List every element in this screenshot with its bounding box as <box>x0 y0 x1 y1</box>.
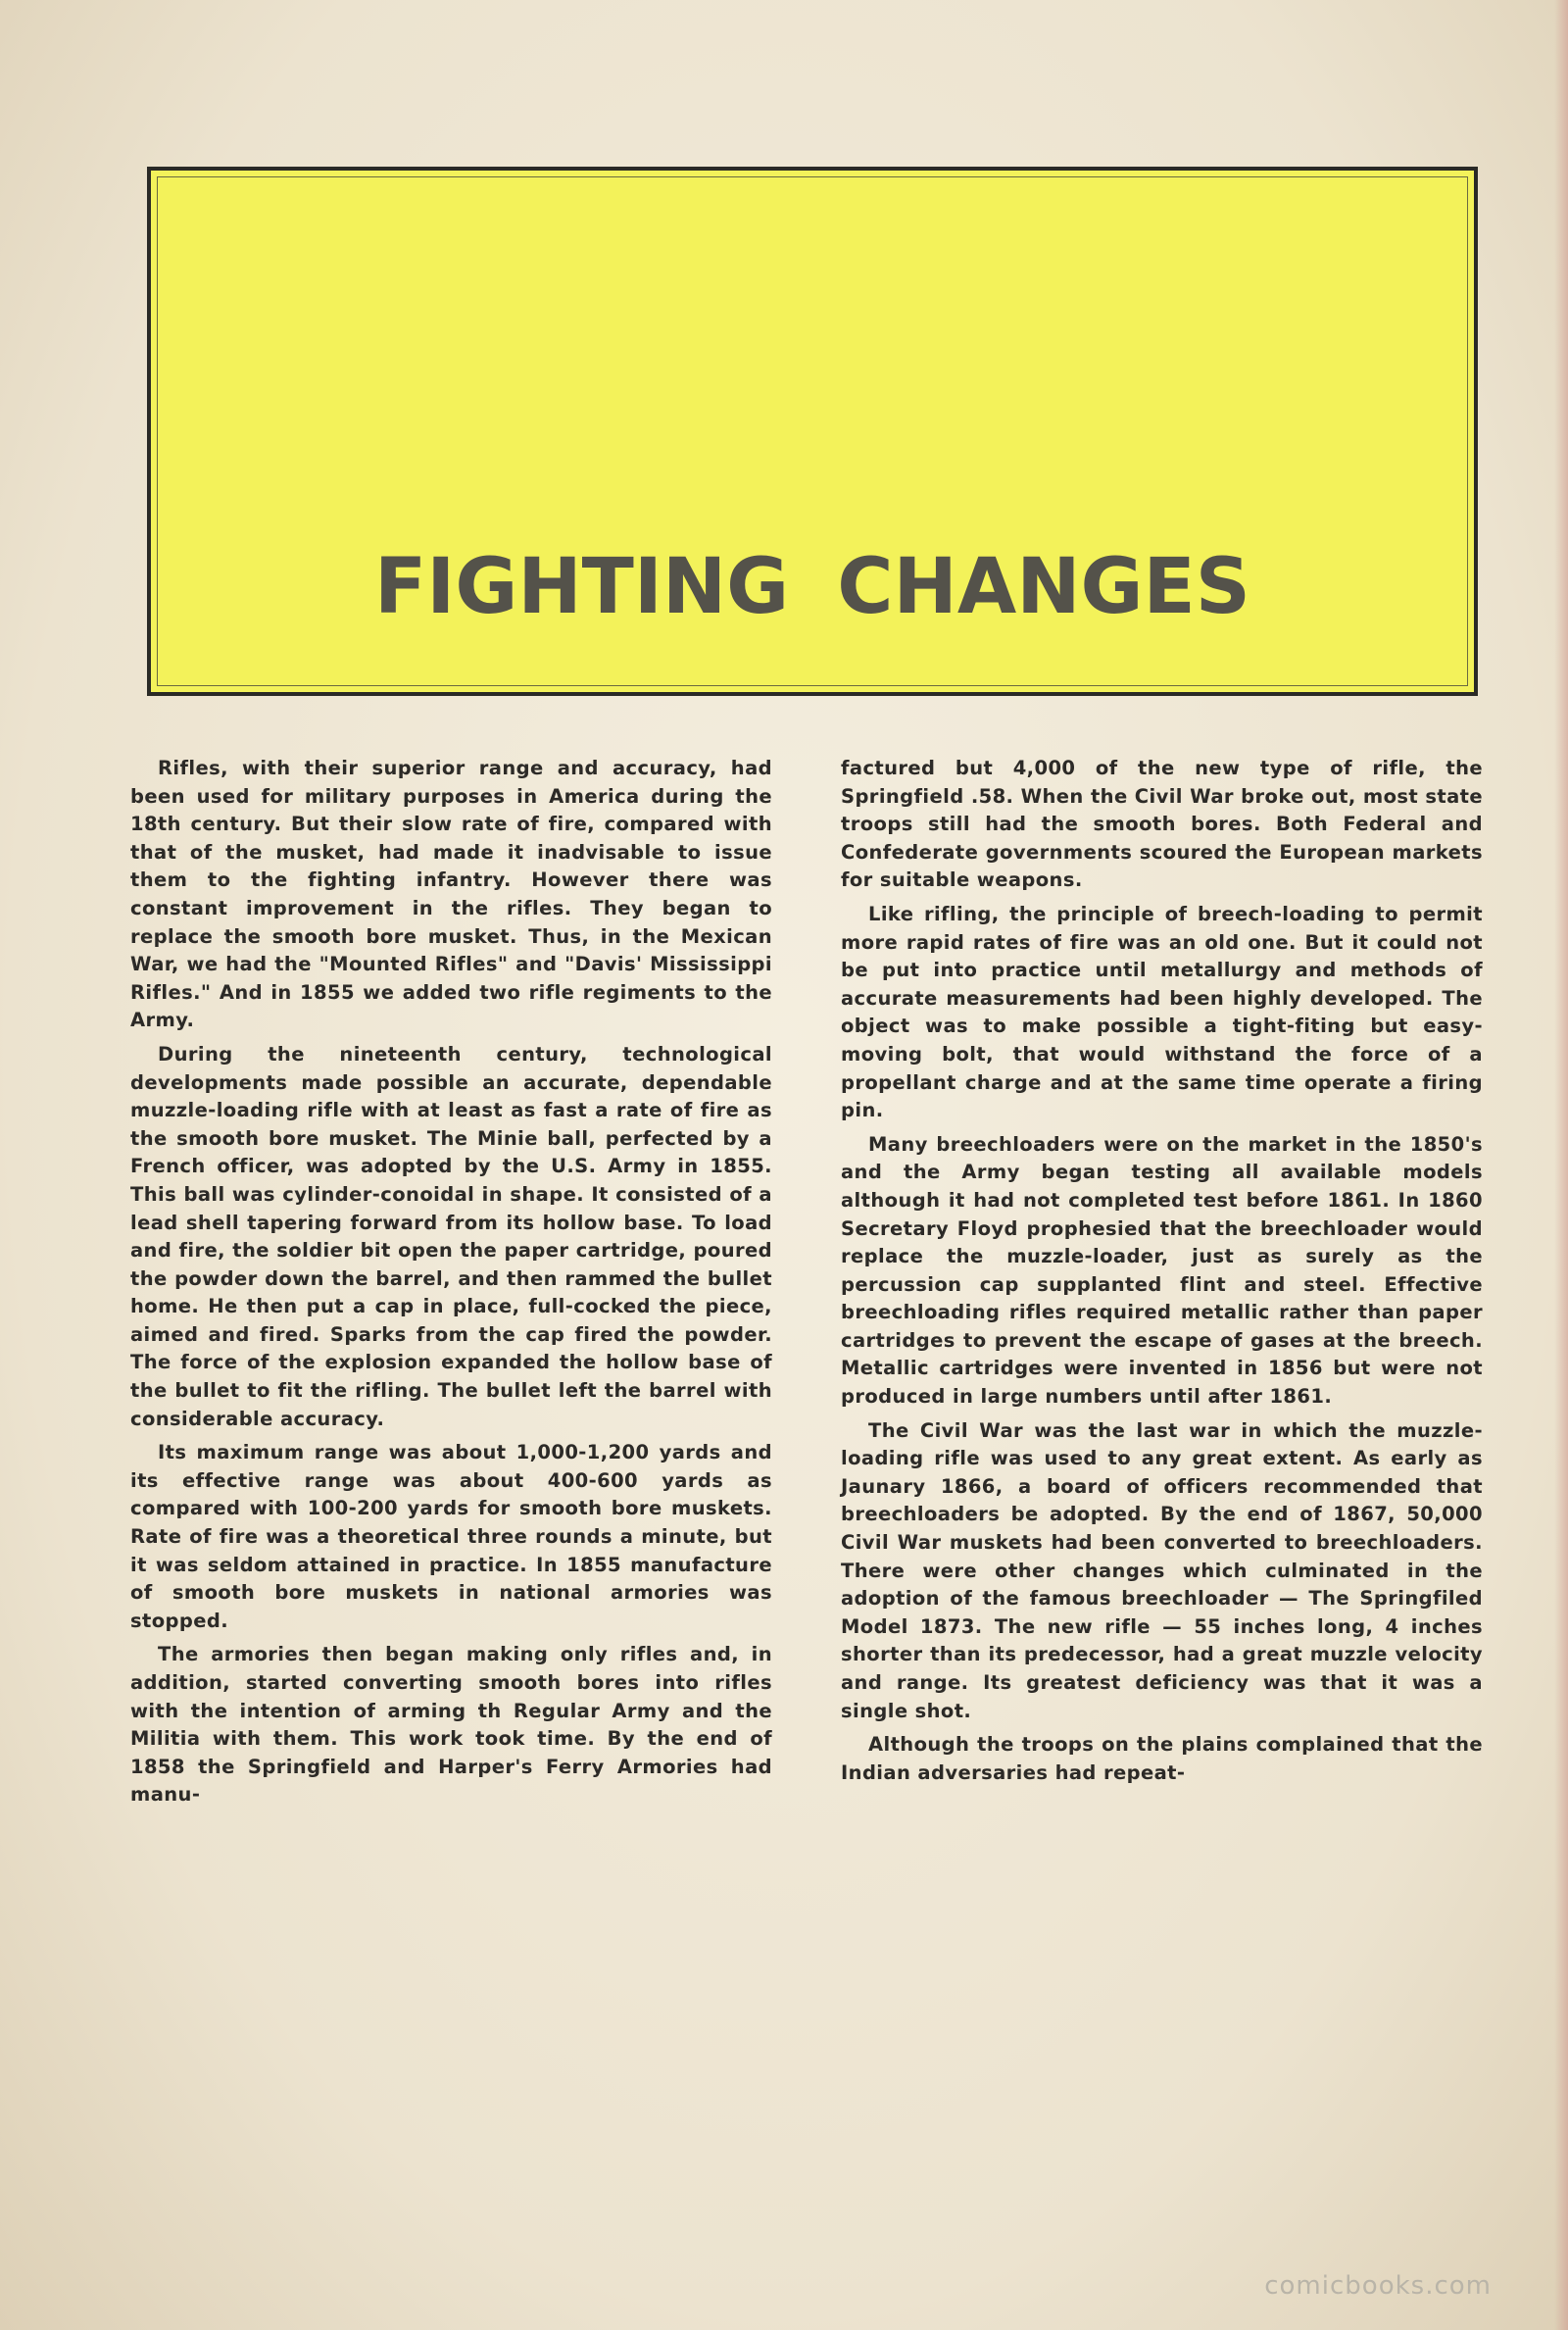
watermark: comicbooks.com <box>1264 2271 1492 2301</box>
paragraph: factured but 4,000 of the new type of rifle, the Springfield .58. When the Civil War broke out, most state troops still had the smooth bores. Both Federal and Confederate governments scoured the European markets for suitable weapons. <box>841 757 1483 892</box>
paragraph: The Civil War was the last war in which the muzzle-loading rifle was used to any great extent. As early as Jaunary 1866, a board of officers recommended that breechloaders be adopted. By the end of 1867, 50,000 Civil War muskets had been converted to breechloaders. There were other changes which culminated in the adoption of the famous breechloader — The Springfiled Model 1873. The new rifle — 55 inches long, 4 inches shorter than its predecessor, had a great muzzle velocity and range. Its greatest deficiency was that it was a single shot. <box>841 1418 1483 1722</box>
paragraph: Although the troops on the plains complained that the Indian adversaries had repeat- <box>841 1733 1483 1784</box>
page-title: FIGHTING CHANGES <box>374 543 1250 631</box>
paragraph: The armories then began making only rifles and, in addition, started converting smooth bores into rifles with the intention of arming th Regular Army and the Militia with them. This work took time. By the end of 1858 the Springfield and Harper's Ferry Armories had manu- <box>130 1643 772 1807</box>
paragraph: Rifles, with their superior range and accuracy, had been used for military purposes in America during the 18th century. But their slow rate of fire, compared with that of the musket, had made it inadvisable to issue them to the fighting infantry. However there was constant improvement in the rifles. They began to replace the smooth bore musket. Thus, in the Mexican War, we had the "Mounted Rifles" and "Davis' Mississippi Rifles." And in 1855 we added two rifle regiments to the Army. <box>130 757 772 1032</box>
title-panel <box>147 167 1478 696</box>
paragraph: Like rifling, the principle of breech-loading to permit more rapid rates of fire was an old one. But it could not be put into practice until metallurgy and methods of accurate measurements had been highly developed. The object was to make possible a tight-fiting but easy-moving bolt, that would withstand the force of a propellant charge and at the same time operate a firing pin. <box>841 902 1483 1122</box>
paragraph: Its maximum range was about 1,000-1,200 yards and its effective range was about 400-600 yards as compared with 100-200 yards for smooth bore muskets. Rate of fire was a theoretical three rounds a minute, but it was seldom attained in practice. In 1855 manufacture of smooth bore muskets in national armories was stopped. <box>130 1441 772 1632</box>
page-edge-shadow <box>1554 0 1568 2330</box>
right-column <box>841 755 1483 1793</box>
paragraph: Many breechloaders were on the market in the 1850's and the Army began testing all available models although it had not completed test before 1861. In 1860 Secretary Floyd prophesied that the breechloader would replace the muzzle-loader, just as surely as the percussion cap supplanted flint and steel. Effective breechloading rifles required metallic rather than paper cartridges to prevent the escape of gases at the breech. Metallic cartridges were invented in 1856 but were not produced in large numbers until after 1861. <box>841 1132 1483 1409</box>
left-column <box>130 755 772 1815</box>
paragraph: During the nineteenth century, technological developments made possible an accurate, dependable muzzle-loading rifle with at least as fast a rate of fire as the smooth bore musket. The Minie ball, perfected by a French officer, was adopted by the U.S. Army in 1855. This ball was cylinder-conoidal in shape. It consisted of a lead shell tapering forward from its hollow base. To load and fire, the soldier bit open the paper cartridge, poured the powder down the barrel, and then rammed the bullet home. He then put a cap in place, full-cocked the piece, aimed and fired. Sparks from the cap fired the powder. The force of the explosion expanded the hollow base of the bullet to fit the rifling. The bullet left the barrel with considerable accuracy. <box>130 1042 772 1430</box>
